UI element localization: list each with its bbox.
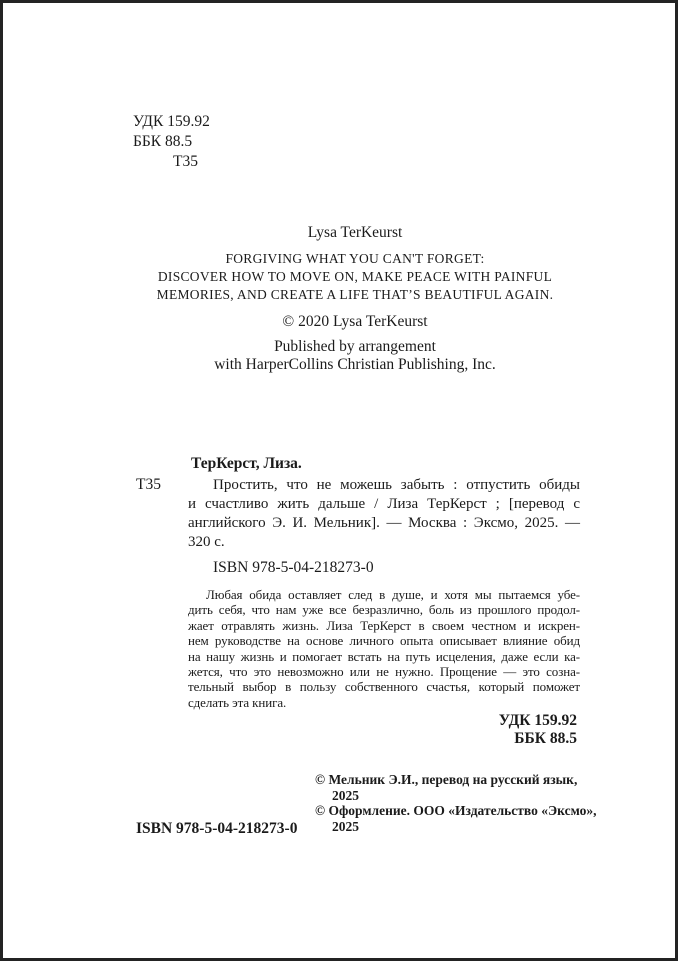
text-line: на нашу жизнь и помогает встать на путь исцеления, даже если ка- [188,648,580,664]
text-line: DISCOVER HOW TO MOVE ON, MAKE PEACE WITH PAINFUL [157,269,553,284]
footer-udk-code: УДК 159.92 [498,712,577,729]
copyright-design-year: 2025 [332,818,359,834]
text-line: сделать эта книга. [188,694,287,710]
text-line: тельный выбор в пользу собственного счастья, который поможет [188,679,580,695]
publisher-note [133,338,577,373]
text-line: 320 с. [188,534,225,550]
copyright-design [315,803,615,834]
bbk-code: ББК 88.5 [133,133,193,150]
text-line: Простить, что не можешь забыть : отпустить обиды [213,477,580,493]
text-line: и счастливо жить дальше / Лиза ТерКерст ; [перевод с [188,496,580,512]
copyright-notices [315,772,615,834]
text-line: дить себя, что нам уже все безразлично, боль из прошлого продол- [188,602,580,618]
original-author: Lysa TerKeurst [307,224,403,241]
footer-codes [133,712,577,748]
text-line: Любая обида оставляет след в душе, и хотя мы пытаемся убе- [206,587,580,602]
text-line: английского Э. И. Мельник]. — Москва : Эксмо, 2025. — [188,515,580,531]
copyright-translation-year: 2025 [332,787,359,803]
copyright-translation-text: © Мельник Э.И., перевод на русский язык, [315,772,578,787]
author-sign-code: Т35 [173,153,198,170]
isbn-number: ISBN 978-5-04-218273-0 [213,559,374,576]
text-line: MEMORIES, AND CREATE A LIFE THAT’S BEAUTIFUL AGAIN. [156,287,554,302]
text-line: Published by arrangement [274,338,436,355]
annotation-paragraph [188,587,580,710]
footer-bbk-code: ББК 88.5 [514,730,577,747]
catalog-author-heading: ТерКерст, Лиза. [191,455,302,472]
text-line: with HarperCollins Christian Publishing, Inc. [214,355,496,373]
copyright-translation [315,772,615,803]
catalog-author-code: Т35 [136,476,161,493]
copyright-design-text: © Оформление. ООО «Издательство «Эксмо», [315,803,597,818]
text-line: жает отравлять жизнь. Лиза ТерКерст в своем честном и искрен- [188,617,580,633]
original-edition-block [133,224,577,373]
original-copyright: © 2020 Lysa TerKeurst [282,313,428,330]
footer-isbn-number: ISBN 978-5-04-218273-0 [136,820,298,837]
catalog-description [188,476,580,552]
text-line: жется, что это невозможно или не нужно. Прощение — это созна- [188,664,580,680]
text-line: FORGIVING WHAT YOU CAN'T FORGET: [225,251,485,266]
text-line: нем руководстве на основе личного опыта описывает влияние обид [188,633,580,649]
header-codes [133,112,210,172]
original-title [133,250,577,304]
udk-code: УДК 159.92 [133,113,210,130]
